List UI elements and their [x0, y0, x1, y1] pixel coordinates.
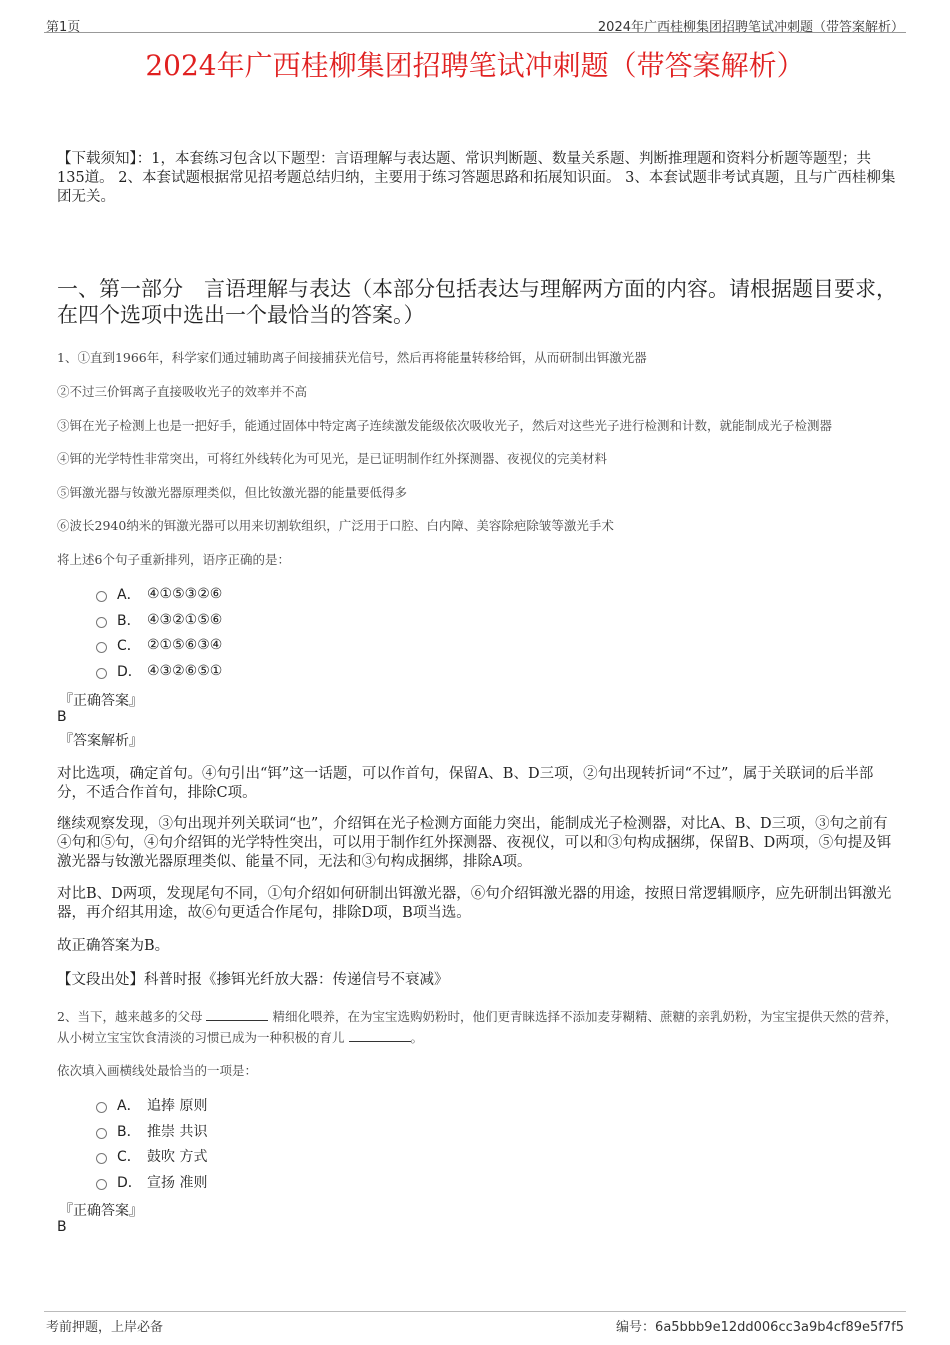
q2-stem-part-1: 2、当下，越来越多的父母 — [57, 1009, 203, 1024]
option-letter: D． — [117, 1175, 142, 1191]
option-text: 追捧 原则 — [147, 1098, 208, 1114]
radio-icon[interactable] — [96, 1102, 107, 1113]
footer-code-label: 编号： — [616, 1320, 656, 1335]
q2-answer-label: 『正确答案』 — [59, 1203, 143, 1219]
q1-answer-label: 『正确答案』 — [59, 693, 143, 709]
q2-blank-1 — [206, 1008, 268, 1021]
q1-analysis-paragraph-1: 对比选项，确定首句。④句引出“铒”这一话题，可以作首句，保留A、B、D三项，②句出现转折词“不过”，属于关联词的后半部分，不适合作首句，排除C项。 — [57, 766, 874, 801]
radio-icon[interactable] — [96, 591, 107, 602]
option-letter: B． — [117, 613, 141, 629]
option-letter: A． — [117, 1098, 141, 1114]
option-letter: A． — [117, 587, 141, 603]
q1-option-b[interactable] — [96, 610, 222, 630]
option-letter: D． — [117, 664, 142, 680]
q1-sentence-6: ⑥波长2940纳米的铒激光器可以用来切割软组织，广泛用于口腔、白内障、美容除疤除皱等激光手术 — [57, 518, 614, 533]
q2-option-c[interactable] — [96, 1146, 207, 1166]
option-text: 推崇 共识 — [147, 1124, 208, 1140]
section-title: 一、第一部分 言语理解与表达（本部分包括表达与理解两方面的内容。请根据题目要求，在四个选项中选出一个最恰当的答案。） — [57, 277, 897, 327]
q1-sentence-1: 1、①直到1966年，科学家们通过辅助离子间接捕获光信号，然后再将能量转移给铒，从而研制出铒激光器 — [57, 350, 647, 365]
q2-stem-part-2: 精细化喂养，在为宝宝选购奶粉时，他们更青睐选择不添加麦芽糊精、蔗糖的亲乳奶粉，为宝宝提供天然的营养，从小树立宝宝饮食清淡的习惯已成为一种积极的育儿 — [57, 1009, 898, 1045]
header-rule — [44, 32, 906, 33]
option-letter: B． — [117, 1124, 141, 1140]
q1-prompt: 将上述6个句子重新排列，语序正确的是： — [57, 552, 290, 567]
option-letter: C． — [117, 638, 141, 654]
q1-analysis-paragraph-3: 对比B、D两项，发现尾句不同，①句介绍如何研制出铒激光器，⑥句介绍铒激光器的用途，按照日常逻辑顺序，应先研制出铒激光器，再介绍其用途，故⑥句更适合作尾句，排除D项，B项当选。 — [57, 886, 892, 921]
radio-icon[interactable] — [96, 1179, 107, 1190]
q2-stem-part-3: 。 — [410, 1030, 424, 1045]
q2-stem — [57, 1006, 907, 1048]
q1-sentence-5: ⑤铒激光器与钕激光器原理类似，但比钕激光器的能量要低得多 — [57, 485, 408, 500]
page-title: 2024年广西桂柳集团招聘笔试冲刺题（带答案解析） — [145, 49, 805, 82]
option-text: ④①⑤③②⑥ — [147, 586, 223, 602]
radio-icon[interactable] — [96, 1128, 107, 1139]
footer-rule — [44, 1311, 906, 1312]
radio-icon[interactable] — [96, 617, 107, 628]
option-text: ④③②⑥⑤① — [147, 663, 223, 679]
q1-option-d[interactable] — [96, 661, 222, 681]
option-text: ②①⑤⑥③④ — [147, 637, 223, 653]
footer-code-value: 6a5bbb9e12dd006cc3a9b4cf89e5f7f5 — [655, 1320, 904, 1335]
q1-analysis-paragraph-2: 继续观察发现，③句出现并列关联词“也”，介绍铒在光子检测方面能力突出，能制成光子检测器，对比A、B、D三项，③句之前有④句和⑤句，④句介绍铒的光学特性突出，可以用于制作红外探测器、夜视仪，可以和③句构成捆绑，保留B、D两项，⑤句提及铒激光器与钕激光器原理类似、能量不同，无法和③句构成捆绑，排除A项。 — [57, 816, 892, 870]
q2-blank-2 — [349, 1029, 411, 1042]
q2-option-a[interactable] — [96, 1095, 207, 1115]
page-number: 第1页 — [46, 20, 81, 35]
q2-option-b[interactable] — [96, 1121, 207, 1141]
option-text: 鼓吹 方式 — [147, 1149, 208, 1165]
q1-answer: B — [57, 709, 67, 725]
q1-sentence-2: ②不过三价铒离子直接吸收光子的效率并不高 — [57, 384, 308, 399]
q1-sentence-3: ③铒在光子检测上也是一把好手，能通过固体中特定离子连续激发能级依次吸收光子，然后对这些光子进行检测和计数，就能制成光子检测器 — [57, 418, 833, 433]
q1-analysis-paragraph-4: 故正确答案为B。 — [57, 938, 170, 954]
footer-code — [616, 1316, 904, 1335]
q1-sentence-4: ④铒的光学特性非常突出，可将红外线转化为可见光，是已证明制作红外探测器、夜视仪的完美材料 — [57, 451, 608, 466]
option-text: ④③②①⑤⑥ — [147, 612, 223, 628]
q1-option-c[interactable] — [96, 635, 222, 655]
footer-slogan: 考前押题，上岸必备 — [46, 1320, 164, 1335]
q1-analysis-label: 『答案解析』 — [59, 733, 143, 749]
header-doc-title: 2024年广西桂柳集团招聘笔试冲刺题（带答案解析） — [597, 20, 904, 35]
download-notice: 【下载须知】：1，本套练习包含以下题型：言语理解与表达题、常识判断题、数量关系题、判断推理题和资料分析题等题型；共135道。 2、本套试题根据常见招考题总结归纳，主要用于练习答题思路和拓展知识面。 3、本套试题非考试真题，且与广西桂柳集团无关。 — [57, 151, 896, 205]
radio-icon[interactable] — [96, 1153, 107, 1164]
option-text: 宣扬 准则 — [147, 1175, 208, 1191]
q1-source: 【文段出处】科普时报《掺铒光纤放大器：传递信号不衰减》 — [57, 972, 449, 988]
radio-icon[interactable] — [96, 642, 107, 653]
radio-icon[interactable] — [96, 668, 107, 679]
q1-option-a[interactable] — [96, 584, 222, 604]
q2-prompt: 依次填入画横线处最恰当的一项是： — [57, 1063, 258, 1078]
q2-option-d[interactable] — [96, 1172, 207, 1192]
q2-answer: B — [57, 1219, 67, 1235]
option-letter: C． — [117, 1149, 141, 1165]
